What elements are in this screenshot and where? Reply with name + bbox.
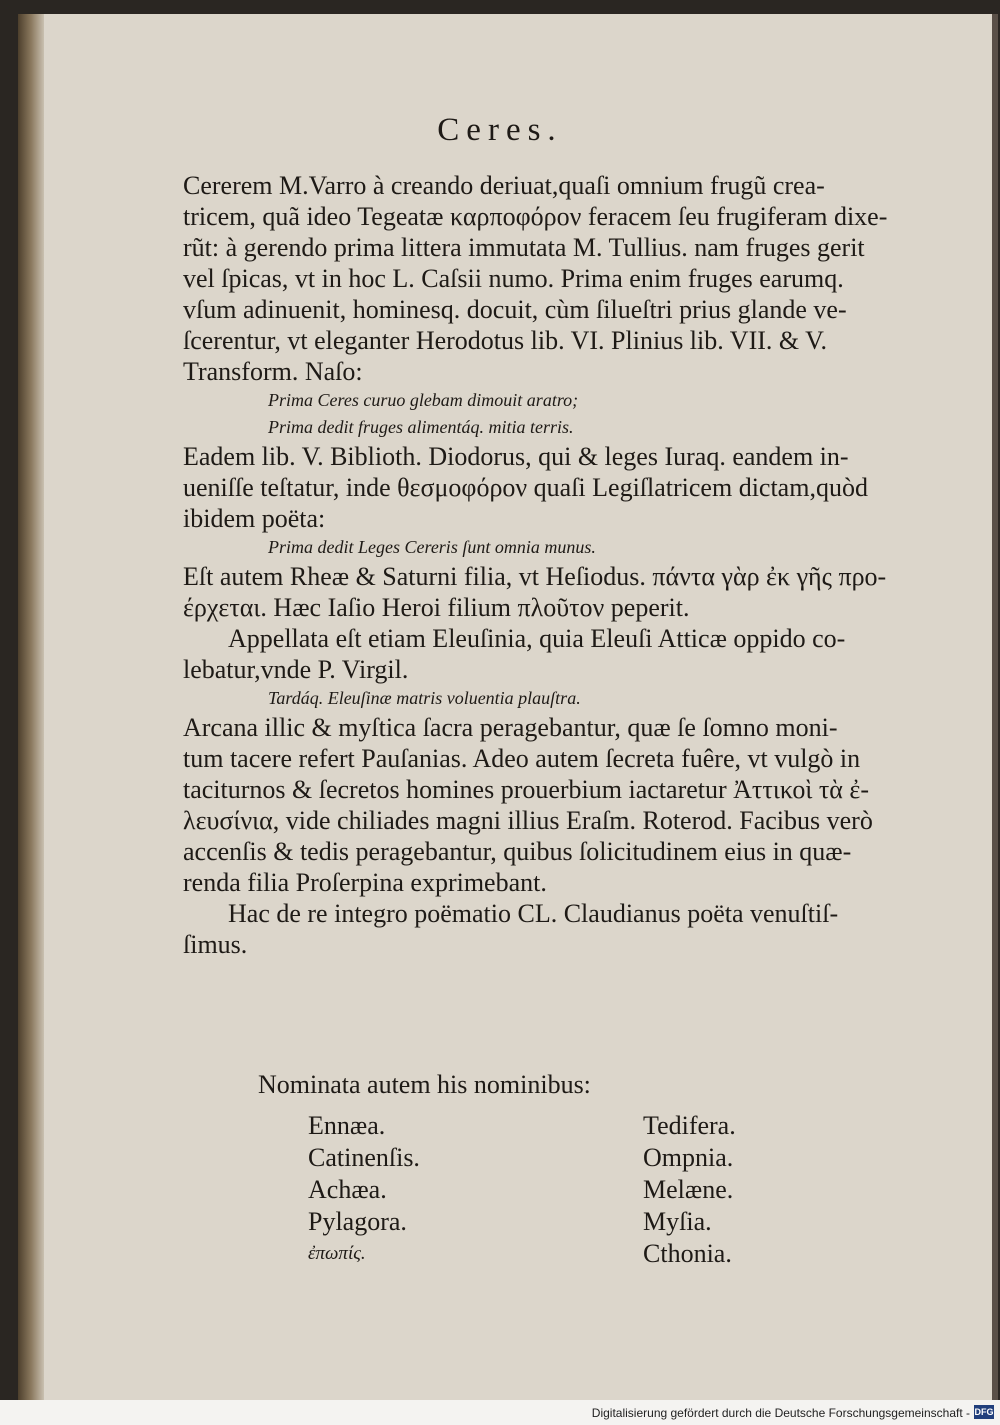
page-binding-edge [18, 14, 44, 1400]
text-line: έρχεται. Hæc Iaſio Heroi filium πλοῦτον peperit. [183, 593, 690, 622]
list-item [308, 1174, 788, 1206]
verse-line: Prima dedit fruges alimentáq. mitia terris. [268, 417, 574, 437]
epithet-right: Tedifera. [643, 1111, 736, 1140]
epithet-right: Ompnia. [643, 1143, 734, 1172]
text-line: ueniſſe teſtatur, inde θεσμοφόρον quaſi Legiſlatricem dictam,quòd [183, 473, 868, 502]
verse-line: Prima Ceres curuo glebam dimouit aratro; [268, 390, 579, 410]
epithet-right: Myſia. [643, 1207, 712, 1236]
epithet-left: Pylagora. [308, 1207, 407, 1236]
text-line: tricem, quã ideo Tegeatæ καρποφόρον feracem ſeu frugiferam dixe- [183, 202, 888, 231]
text-line: Cererem M.Varro à creando deriuat,quaſi omnium frugũ crea- [183, 171, 825, 200]
list-item [308, 1206, 788, 1238]
text-line: accenſis & tedis peragebantur, quibus ſolicitudinem eius in quæ- [183, 837, 852, 866]
main-text [183, 170, 978, 960]
epithet-left: Achæa. [308, 1175, 387, 1204]
page-right-edge [992, 14, 998, 1400]
list-item [308, 1110, 788, 1142]
text-line: vel ſpicas, vt in hoc L. Caſsii numo. Prima enim fruges earumq. [183, 264, 844, 293]
epithet-left: Ennæa. [308, 1111, 386, 1140]
text-line: λευσίνια, vide chiliades magni illius Eraſm. Roterod. Facibus verò [183, 806, 873, 835]
epithet-left: ἐπωπίς. [308, 1243, 366, 1264]
text-line: Arcana illic & myſtica ſacra peragebantur, quæ ſe ſomno moni- [183, 713, 838, 742]
text-line: vſum adinuenit, hominesq. docuit, cùm ſilueſtri prius glande ve- [183, 295, 847, 324]
text-line: ibidem poëta: [183, 504, 326, 533]
text-line: Eadem lib. V. Biblioth. Diodorus, qui & leges Iuraq. eandem in- [183, 442, 849, 471]
dfg-logo: DFG [974, 1407, 994, 1417]
epithet-list [308, 1110, 788, 1270]
text-line: ſcerentur, vt eleganter Herodotus lib. VI. Plinius lib. VII. & V. [183, 326, 828, 355]
text-line: Hac de re integro poëmatio CL. Claudianus poëta venuſtiſ- [228, 899, 839, 928]
text-line: lebatur,vnde P. Virgil. [183, 655, 409, 684]
page-title: Ceres. [437, 112, 563, 148]
funding-credit: Digitalisierung gefördert durch die Deutsche Forschungsgemeinschaft - [591, 1406, 970, 1420]
text-line: renda filia Proſerpina exprimebant. [183, 868, 547, 897]
text-line: Eſt autem Rheæ & Saturni filia, vt Heſiodus. πάντα γὰρ ἐκ γῆς προ- [183, 562, 887, 591]
epithet-right: Cthonia. [643, 1239, 732, 1268]
text-line: tum tacere refert Pauſanias. Adeo autem ſecreta fuêre, vt vulgò in [183, 744, 861, 773]
text-line: Appellata eſt etiam Eleuſinia, quia Eleuſi Atticæ oppido co- [228, 624, 846, 653]
epithet-left: Catinenſis. [308, 1143, 420, 1172]
epithet-right: Melæne. [643, 1175, 734, 1204]
list-item [308, 1142, 788, 1174]
text-line: ſimus. [183, 930, 248, 959]
text-line: taciturnos & ſecretos homines prouerbium iactaretur Ἀττικοὶ τὰ ἐ- [183, 775, 869, 804]
text-line: rũt: à gerendo prima littera immutata M. Tullius. nam fruges gerit [183, 233, 865, 262]
verse-line: Tardáq. Eleuſinæ matris voluentia plauſtra. [268, 688, 581, 708]
list-item [308, 1238, 788, 1270]
names-heading: Nominata autem his nominibus: [258, 1070, 591, 1099]
verse-line: Prima dedit Leges Cereris ſunt omnia munus. [268, 537, 596, 557]
text-line: Transform. Naſo: [183, 357, 363, 386]
